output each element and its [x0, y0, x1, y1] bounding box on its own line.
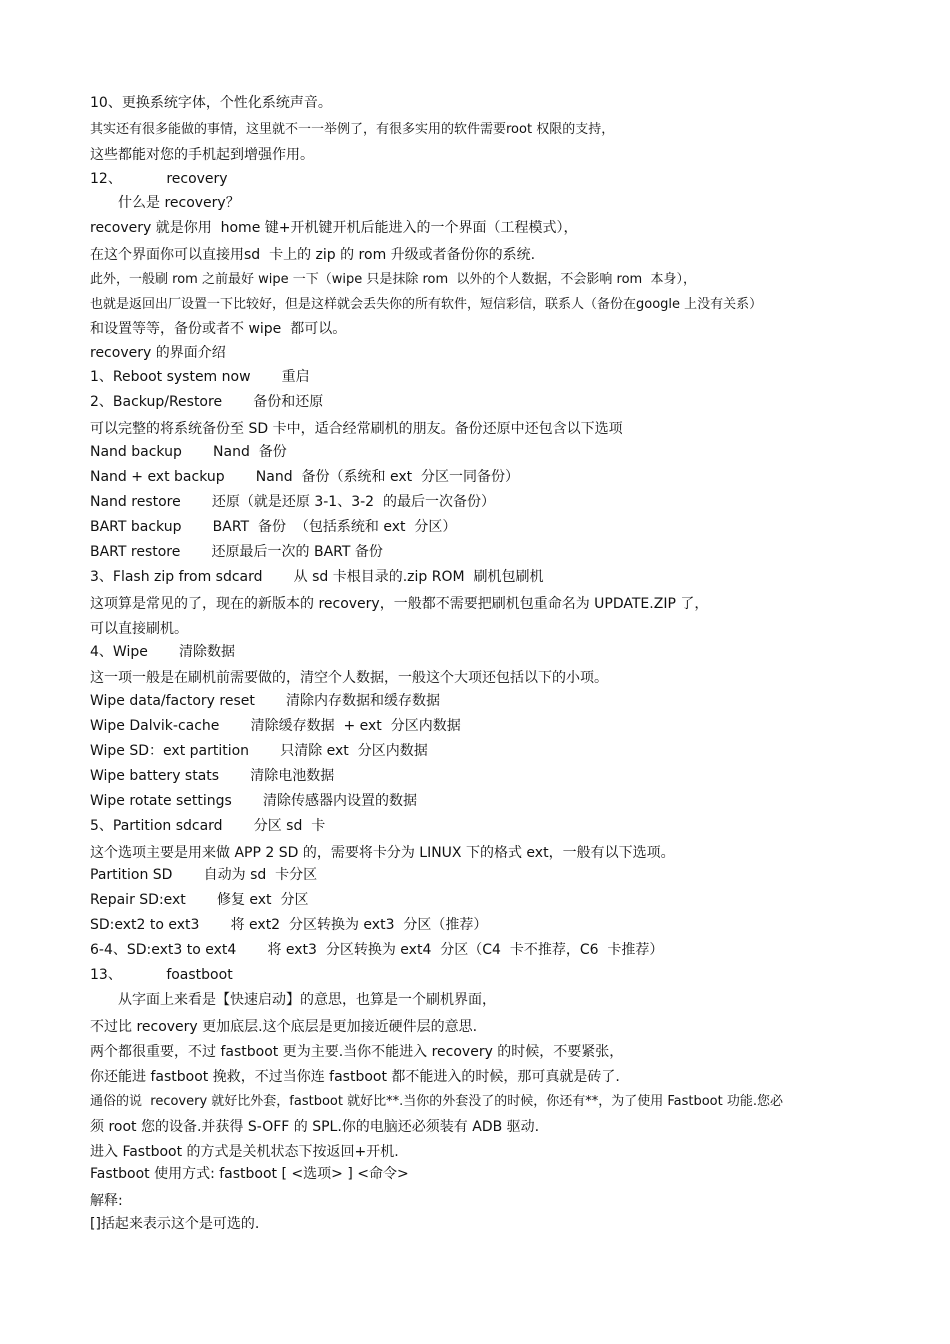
text-line: recovery 的界面介绍: [90, 345, 226, 361]
text-line: Nand + ext backup Nand 备份（系统和 ext 分区一同备份）: [90, 469, 519, 485]
text-line: 3、Flash zip from sdcard 从 sd 卡根目录的.zip ROM 刷机包刷机: [90, 569, 544, 585]
text-line: 6-4、SD:ext3 to ext4 将 ext3 分区转换为 ext4 分区（C4 卡不推荐，C6 卡推荐）: [90, 942, 664, 958]
text-line: []括起来表示这个是可选的.: [90, 1216, 260, 1232]
text-line: 解释:: [90, 1193, 123, 1209]
section-heading: 13、 foastboot: [90, 967, 233, 983]
text-line: 2、Backup/Restore 备份和还原: [90, 394, 324, 410]
text-line: 什么是 recovery？: [118, 195, 240, 211]
text-line: Wipe data/factory reset 清除内存数据和缓存数据: [90, 693, 440, 709]
text-line: 不过比 recovery 更加底层.这个底层是更加接近硬件层的意思.: [90, 1019, 478, 1035]
section-heading: 12、 recovery: [90, 171, 228, 187]
text-line: Nand backup Nand 备份: [90, 444, 287, 460]
text-line: recovery 就是你用 home 键+开机键开机后能进入的一个界面（工程模式），: [90, 220, 578, 236]
text-line: BART backup BART 备份 （包括系统和 ext 分区）: [90, 519, 457, 535]
text-line: Wipe battery stats 清除电池数据: [90, 768, 335, 784]
text-line: 这些都能对您的手机起到增强作用。: [90, 147, 314, 163]
text-line: 须 root 您的设备.并获得 S-OFF 的 SPL.你的电脑还必须装有 ADB 驱动.: [90, 1119, 540, 1135]
text-line: Partition SD 自动为 sd 卡分区: [90, 867, 318, 883]
text-line: Wipe SD：ext partition 只清除 ext 分区内数据: [90, 743, 428, 759]
text-line: 也就是返回出厂设置一下比较好，但是这样就会丢失你的所有软件，短信彩信，联系人（备份在google 上没有关系）: [90, 297, 763, 312]
text-line: 和设置等等，备份或者不 wipe 都可以。: [90, 321, 347, 337]
text-line: 10、更换系统字体，个性化系统声音。: [90, 95, 332, 111]
text-line: 你还能进 fastboot 挽救，不过当你连 fastboot 都不能进入的时候，那可真就是砖了.: [90, 1069, 620, 1085]
text-line: 1、Reboot system now 重启: [90, 369, 310, 385]
text-line: 从字面上来看是【快速启动】的意思，也算是一个刷机界面，: [118, 992, 496, 1008]
text-line: Fastboot 使用方式: fastboot [ <选项> ] <命令>: [90, 1166, 409, 1182]
text-line: 在这个界面你可以直接用sd 卡上的 zip 的 rom 升级或者备份你的系统.: [90, 247, 536, 263]
text-line: Wipe rotate settings 清除传感器内设置的数据: [90, 793, 417, 809]
text-line: 可以完整的将系统备份至 SD 卡中，适合经常刷机的朋友。备份还原中还包含以下选项: [90, 421, 623, 437]
text-line: 进入 Fastboot 的方式是关机状态下按返回+开机.: [90, 1144, 399, 1160]
text-line: SD:ext2 to ext3 将 ext2 分区转换为 ext3 分区（推荐）: [90, 917, 488, 933]
text-line: BART restore 还原最后一次的 BART 备份: [90, 544, 383, 560]
text-line: 5、Partition sdcard 分区 sd 卡: [90, 818, 326, 834]
text-line: 此外，一般刷 rom 之前最好 wipe 一下（wipe 只是抹除 rom 以外的个人数据，不会影响 rom 本身），: [90, 272, 696, 287]
text-line: Repair SD:ext 修复 ext 分区: [90, 892, 309, 908]
text-line: 通俗的说 recovery 就好比外套，fastboot 就好比**.当你的外套没了的时候，你还有**，为了使用 Fastboot 功能.您必: [90, 1094, 783, 1109]
text-line: 这项算是常见的了，现在的新版本的 recovery，一般都不需要把刷机包重命名为 UPDATE.ZIP 了，: [90, 596, 709, 612]
text-line: 4、Wipe 清除数据: [90, 644, 235, 660]
text-line: Wipe Dalvik-cache 清除缓存数据 + ext 分区内数据: [90, 718, 461, 734]
text-line: 这一项一般是在刷机前需要做的，清空个人数据，一般这个大项还包括以下的小项。: [90, 670, 608, 686]
text-line: 可以直接刷机。: [90, 621, 188, 637]
text-line: 这个选项主要是用来做 APP 2 SD 的，需要将卡分为 LINUX 下的格式 ext，一般有以下选项。: [90, 845, 675, 861]
text-line: 两个都很重要，不过 fastboot 更为主要.当你不能进入 recovery 的时候，不要紧张，: [90, 1044, 624, 1060]
text-line: Nand restore 还原（就是还原 3-1、3-2 的最后一次备份）: [90, 494, 495, 510]
text-line: 其实还有很多能做的事情，这里就不一一举例了，有很多实用的软件需要root 权限的支持，: [90, 122, 615, 137]
